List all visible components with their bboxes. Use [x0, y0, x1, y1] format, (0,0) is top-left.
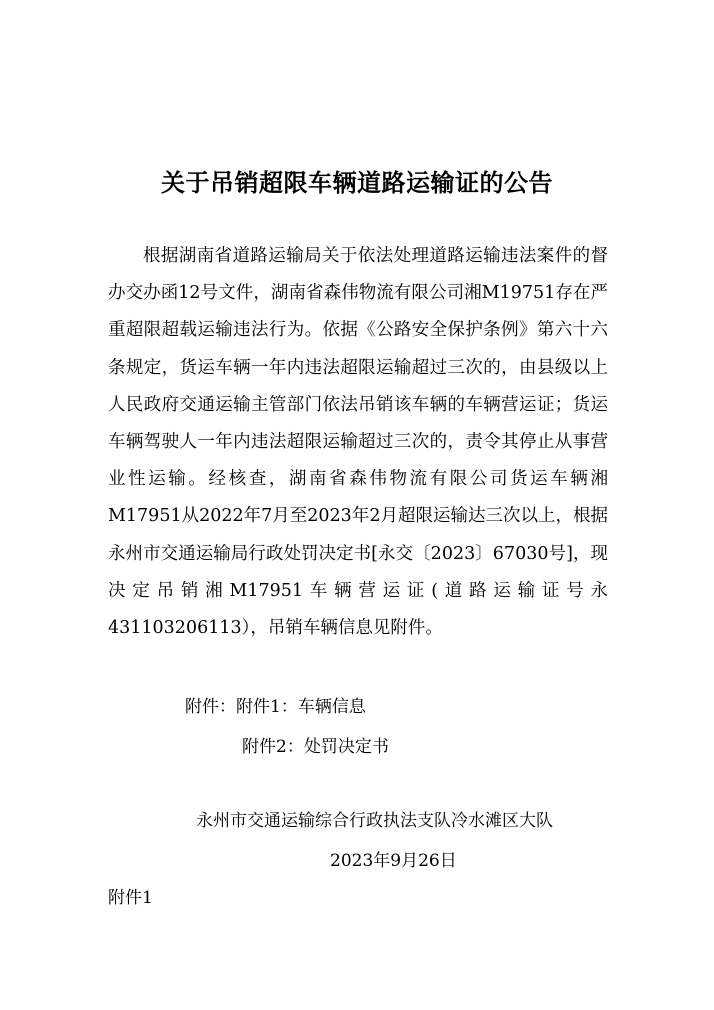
appendix-label: 附件1 [108, 888, 153, 908]
attachment-line-2: 附件2：处罚决定书 [242, 737, 389, 757]
issuing-organization: 永州市交通运输综合行政执法支队冷水滩区大队 [196, 811, 553, 831]
document-title: 关于吊销超限车辆道路运输证的公告 [161, 169, 553, 197]
issue-date: 2023年9月26日 [330, 851, 457, 871]
body-paragraph: 根据湖南省道路运输局关于依法处理道路运输违法案件的督办交办函12号文件，湖南省森伟物流有限公司湘M19751存在严重超限超载运输违法行为。依据《公路安全保护条例》第六十六条规定，货运车辆一年内违法超限运输超过三次的，由县级以上人民政府交通运输主管部门依法吊销该车辆的车辆营运证；货运车辆驾驶人一年内违法超限运输超过三次的，责令其停止从事营业性运输。经核查，湖南省森伟物流有限公司货运车辆湘M17951从2022年7月至2023年2月超限运输达三次以上，根据永州市交通运输局行政处罚决定书[永交〔2023〕67030号]，现决定吊销湘M17951车辆营运证(道路运输证号永431103206113），吊销车辆信息见附件。 [108, 246, 608, 639]
attachment-line-1: 附件：附件1：车辆信息 [185, 697, 366, 717]
